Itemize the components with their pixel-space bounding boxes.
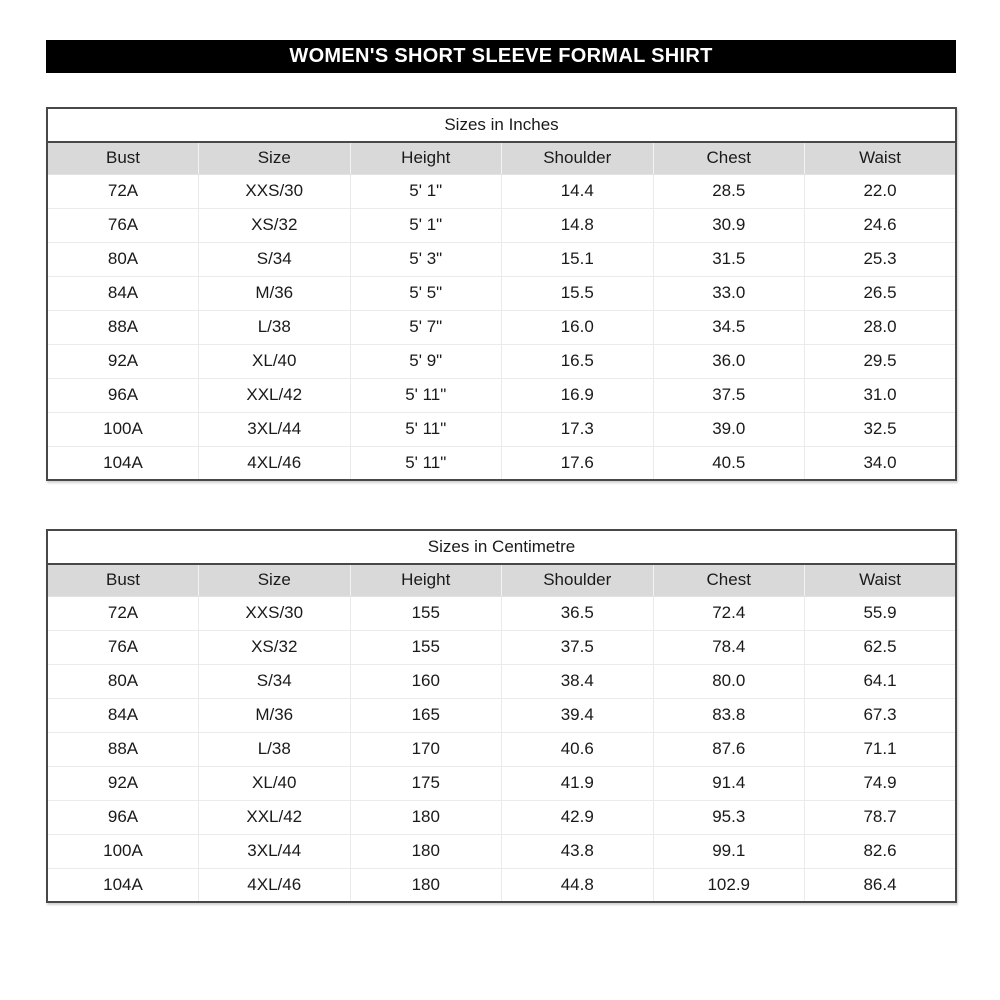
table-cell: 180 <box>350 868 502 902</box>
table-cell: L/38 <box>199 732 351 766</box>
table-caption: Sizes in Centimetre <box>47 530 956 564</box>
table-cell: 99.1 <box>653 834 805 868</box>
table-cell: 74.9 <box>805 766 957 800</box>
column-header-waist: Waist <box>805 142 957 174</box>
table-cell: 76A <box>47 630 199 664</box>
table-cell: 3XL/44 <box>199 412 351 446</box>
table-cell: 67.3 <box>805 698 957 732</box>
table-cell: 84A <box>47 698 199 732</box>
product-title: WOMEN'S SHORT SLEEVE FORMAL SHIRT <box>289 45 713 67</box>
table-cell: 71.1 <box>805 732 957 766</box>
table-cell: 87.6 <box>653 732 805 766</box>
table-cell: 43.8 <box>502 834 654 868</box>
table-cell: 40.6 <box>502 732 654 766</box>
table-cell: 26.5 <box>805 276 957 310</box>
table-cell: 104A <box>103 874 143 894</box>
table-cell: 91.4 <box>653 766 805 800</box>
table-cell: 15.5 <box>502 276 654 310</box>
table-cell: XL/40 <box>199 344 351 378</box>
size-table <box>46 529 957 903</box>
column-header-height: Height <box>350 564 502 596</box>
table-row <box>47 208 956 242</box>
size-table-inches-section <box>46 107 957 481</box>
table-cell: 14.8 <box>502 208 654 242</box>
column-header-size: Size <box>199 142 351 174</box>
table-cell: 100A <box>47 412 199 446</box>
column-header-chest: Chest <box>653 142 805 174</box>
table-cell: 95.3 <box>653 800 805 834</box>
table-cell: 72A <box>47 174 199 208</box>
table-row <box>47 174 956 208</box>
table-cell: 17.3 <box>502 412 654 446</box>
table-cell: XXL/42 <box>199 800 351 834</box>
table-cell: 62.5 <box>805 630 957 664</box>
table-cell: 5' 11" <box>350 446 502 480</box>
column-header-size: Size <box>199 564 351 596</box>
table-cell: 5' 1" <box>350 208 502 242</box>
table-row <box>47 310 956 344</box>
column-header-bust: Bust <box>47 142 199 174</box>
table-cell: 17.6 <box>502 446 654 480</box>
table-caption: Sizes in Inches <box>47 108 956 142</box>
table-cell: 40.5 <box>653 446 805 480</box>
table-cell: 100A <box>47 834 199 868</box>
table-cell: XS/32 <box>199 630 351 664</box>
table-cell: 28.5 <box>653 174 805 208</box>
table-cell: 37.5 <box>502 630 654 664</box>
table-cell: 104A <box>103 452 143 472</box>
table-cell: 78.4 <box>653 630 805 664</box>
table-cell: 24.6 <box>805 208 957 242</box>
table-cell: 33.0 <box>653 276 805 310</box>
table-cell: XS/32 <box>199 208 351 242</box>
table-cell: 22.0 <box>805 174 957 208</box>
table-cell: 5' 11" <box>350 412 502 446</box>
table-cell: 28.0 <box>805 310 957 344</box>
table-cell: 80.0 <box>653 664 805 698</box>
table-cell: 34.5 <box>653 310 805 344</box>
table-row <box>47 868 956 902</box>
size-table-centimetre-section <box>46 529 957 903</box>
table-cell: S/34 <box>199 664 351 698</box>
table-row <box>47 412 956 446</box>
table-cell: 76A <box>47 208 199 242</box>
table-cell: 39.0 <box>653 412 805 446</box>
table-cell: 88A <box>47 732 199 766</box>
table-row <box>47 630 956 664</box>
column-header-shoulder: Shoulder <box>502 564 654 596</box>
table-row <box>47 732 956 766</box>
table-cell: 36.5 <box>502 596 654 630</box>
table-cell: 155 <box>350 596 502 630</box>
table-cell: 36.0 <box>653 344 805 378</box>
table-cell: XXS/30 <box>199 596 351 630</box>
table-row <box>47 596 956 630</box>
table-cell: XXS/30 <box>199 174 351 208</box>
table-cell: 96A <box>47 800 199 834</box>
table-cell: 44.8 <box>502 868 654 902</box>
table-cell: S/34 <box>199 242 351 276</box>
table-row <box>47 698 956 732</box>
table-cell: 82.6 <box>805 834 957 868</box>
table-cell: 4XL/46 <box>199 446 351 480</box>
table-cell: 16.5 <box>502 344 654 378</box>
table-cell: L/38 <box>199 310 351 344</box>
column-header-height: Height <box>350 142 502 174</box>
table-row <box>47 766 956 800</box>
table-cell: 31.0 <box>805 378 957 412</box>
table-cell: XL/40 <box>199 766 351 800</box>
table-cell: XXL/42 <box>199 378 351 412</box>
table-cell: 42.9 <box>502 800 654 834</box>
table-cell: 78.7 <box>805 800 957 834</box>
table-header-row <box>47 564 956 596</box>
table-cell: 34.0 <box>805 446 957 480</box>
product-title-banner <box>46 40 956 73</box>
table-cell: 29.5 <box>805 344 957 378</box>
table-cell: 38.4 <box>502 664 654 698</box>
table-cell: 37.5 <box>653 378 805 412</box>
table-cell: 30.9 <box>653 208 805 242</box>
table-cell: 5' 11" <box>350 378 502 412</box>
table-cell: 180 <box>350 834 502 868</box>
table-cell: 175 <box>350 766 502 800</box>
table-cell: 31.5 <box>653 242 805 276</box>
column-header-waist: Waist <box>805 564 957 596</box>
table-row <box>47 378 956 412</box>
table-row <box>47 834 956 868</box>
table-cell: 15.1 <box>502 242 654 276</box>
table-cell: 92A <box>47 766 199 800</box>
table-header-row <box>47 142 956 174</box>
table-row <box>47 446 956 480</box>
table-cell: 16.9 <box>502 378 654 412</box>
table-cell: 84A <box>47 276 199 310</box>
table-cell: 25.3 <box>805 242 957 276</box>
size-table <box>46 107 957 481</box>
table-cell: 72A <box>47 596 199 630</box>
table-cell: M/36 <box>199 276 351 310</box>
table-cell: 96A <box>47 378 199 412</box>
table-cell: 41.9 <box>502 766 654 800</box>
table-cell: 64.1 <box>805 664 957 698</box>
column-header-shoulder: Shoulder <box>502 142 654 174</box>
table-cell: 72.4 <box>653 596 805 630</box>
table-cell: 5' 3" <box>350 242 502 276</box>
table-row <box>47 344 956 378</box>
table-cell: 80A <box>47 242 199 276</box>
table-cell: 155 <box>350 630 502 664</box>
table-cell: 32.5 <box>805 412 957 446</box>
table-cell: 5' 7" <box>350 310 502 344</box>
column-header-bust: Bust <box>47 564 199 596</box>
table-cell: 5' 9" <box>350 344 502 378</box>
table-cell: 5' 5" <box>350 276 502 310</box>
table-row <box>47 664 956 698</box>
table-cell: 55.9 <box>805 596 957 630</box>
table-cell: 165 <box>350 698 502 732</box>
table-row <box>47 276 956 310</box>
table-cell: 92A <box>47 344 199 378</box>
table-cell: 102.9 <box>653 868 805 902</box>
table-row <box>47 242 956 276</box>
table-cell: 3XL/44 <box>199 834 351 868</box>
table-cell: 39.4 <box>502 698 654 732</box>
table-cell: 160 <box>350 664 502 698</box>
table-row <box>47 800 956 834</box>
table-cell: 83.8 <box>653 698 805 732</box>
table-cell: M/36 <box>199 698 351 732</box>
table-cell: 80A <box>47 664 199 698</box>
table-cell: 14.4 <box>502 174 654 208</box>
table-cell: 4XL/46 <box>199 868 351 902</box>
table-cell: 170 <box>350 732 502 766</box>
table-cell: 88A <box>47 310 199 344</box>
table-cell: 16.0 <box>502 310 654 344</box>
column-header-chest: Chest <box>653 564 805 596</box>
table-cell: 180 <box>350 800 502 834</box>
table-cell: 5' 1" <box>350 174 502 208</box>
table-cell: 86.4 <box>805 868 957 902</box>
